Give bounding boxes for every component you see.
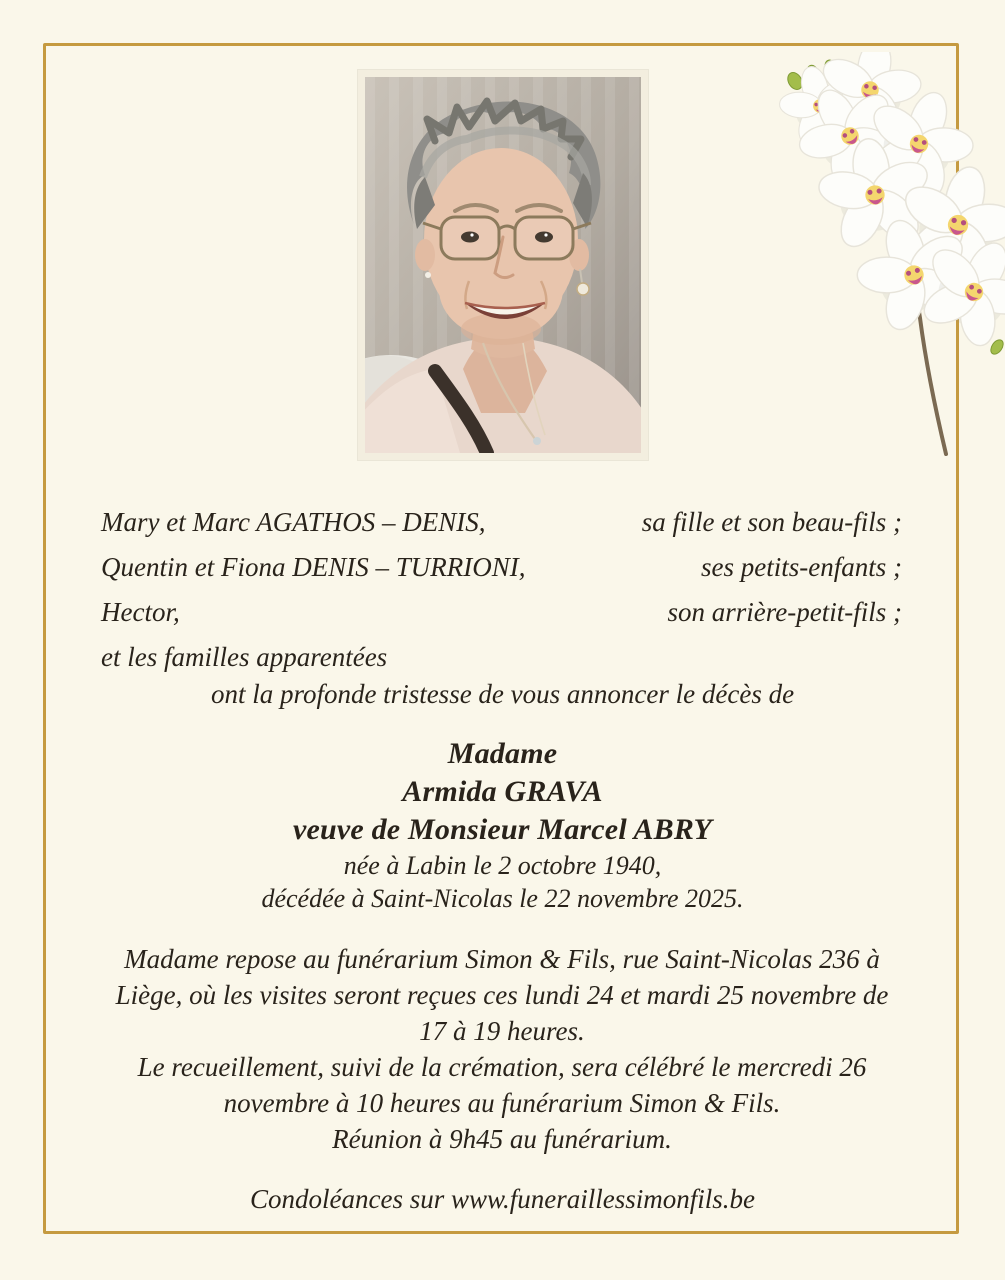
family-list (101, 500, 902, 680)
ceremony-details (102, 941, 902, 1157)
family-names: Mary et Marc AGATHOS – DENIS, (101, 507, 486, 537)
family-row (101, 545, 902, 590)
family-relation: son arrière-petit-fils ; (667, 597, 902, 627)
life-dates-block (60, 849, 945, 915)
family-names: et les familles apparentées (101, 642, 388, 672)
death-line: décédée à Saint-Nicolas le 22 novembre 2025. (261, 884, 744, 913)
birth-line: née à Labin le 2 octobre 1940, (343, 851, 662, 880)
family-row (101, 500, 902, 545)
family-names: Hector, (101, 597, 180, 627)
family-relation: sa fille et son beau-fils ; (641, 507, 902, 537)
family-row (101, 635, 902, 680)
deceased-name-block (60, 735, 945, 849)
condolences-line: Condoléances sur www.funeraillessimonfils.be (250, 1184, 755, 1214)
reunion-paragraph: Réunion à 9h45 au funérarium. (332, 1124, 672, 1154)
deceased-title: Madame (447, 737, 558, 770)
cremation-paragraph: Le recueillement, suivi de la crémation, sera célébré le mercredi 26 novembre à 10 heures au funérarium Simon & Fils. (137, 1052, 867, 1118)
family-relation: ses petits-enfants ; (701, 552, 902, 582)
family-row (101, 590, 902, 635)
repose-paragraph: Madame repose au funérarium Simon & Fils, rue Saint-Nicolas 236 à Liège, où les visites seront reçues ces lundi 24 et mardi 25 novembre de 17 à 19 heures. (115, 944, 889, 1046)
family-names: Quentin et Fiona DENIS – TURRIONI, (101, 552, 526, 582)
announcement-line: ont la profonde tristesse de vous annoncer le décès de (210, 679, 795, 709)
deceased-name: Armida GRAVA (402, 775, 603, 808)
deceased-widow-line: veuve de Monsieur Marcel ABRY (292, 813, 713, 846)
